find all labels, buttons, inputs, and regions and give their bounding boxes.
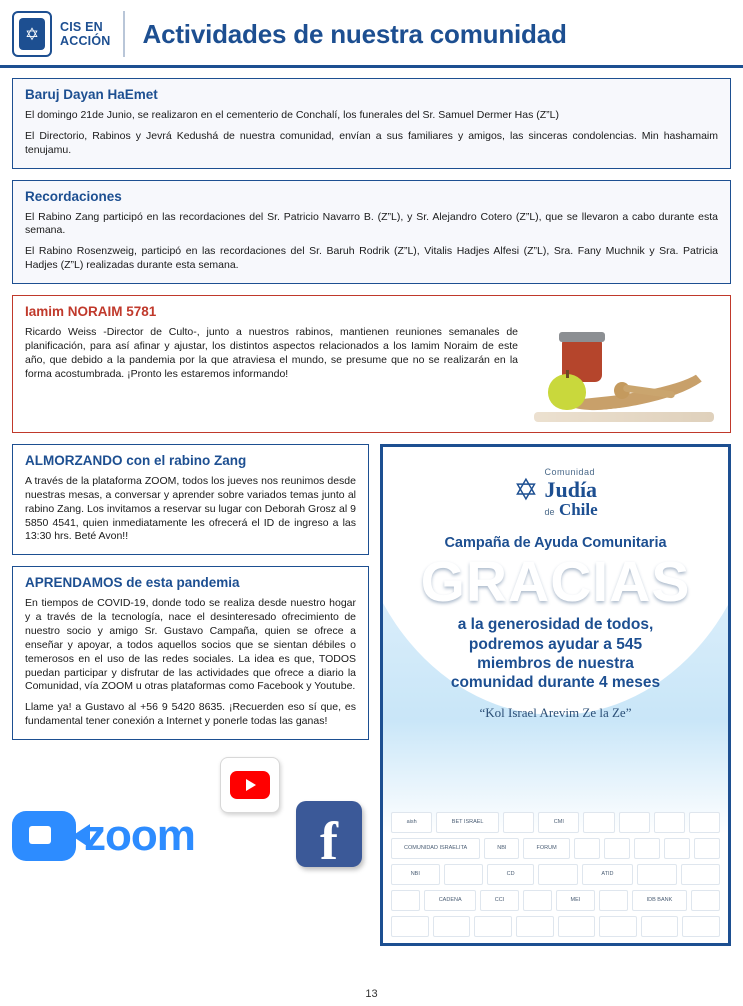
table-shadow [534,412,714,422]
youtube-logo[interactable] [220,757,280,813]
sponsor-logo [444,864,483,885]
sponsor-logo [516,916,554,937]
sponsor-logo: aish [391,812,432,833]
sponsor-logo: BET ISRAEL [436,812,499,833]
sponsor-logo: ATID [582,864,634,885]
star-of-david-icon: ✡ [513,474,539,508]
sponsor-logo [391,890,420,911]
sponsor-logo: CMI [538,812,579,833]
right-column [380,444,731,946]
section-paragraph: El domingo 21de Junio, se realizaron en el cementerio de Conchalí, los funerales del Sr. Samuel Dermer Has (Z”L) [25,109,560,121]
brand-line-1: CIS EN [60,20,103,34]
sponsor-logo [694,838,720,859]
poster-subtitle: Campaña de Ayuda Comunitaria [444,535,667,552]
page-title: Actividades de nuestra comunidad [142,18,567,49]
section-title: Recordaciones [25,188,122,204]
sponsor-logo: CADENA [424,890,476,911]
brand-line-2: ACCIÓN [60,34,111,48]
section-paragraph: El Rabino Zang participó en las recordaciones del Sr. Patricio Navarro B. (Z”L), y Sr. Alejandro Cotero (Z”L), que se llevaron a cabo durante esta semana. [25,210,718,237]
page-body [0,68,743,946]
sponsor-logo [391,916,429,937]
sponsor-logo [641,916,679,937]
campaign-poster [380,444,731,946]
sponsor-row [391,864,720,885]
section-almorzando [12,444,369,555]
poster-message [391,615,720,693]
zoom-wordmark: zoom [84,811,195,861]
poster-quote: “Kol Israel Arevim Ze la Ze” [479,704,632,720]
org-line-2: Judía [544,477,598,503]
sponsor-logo: NBI [484,838,519,859]
left-column [12,444,369,869]
video-camera-icon [12,811,76,861]
sponsor-logo [599,890,628,911]
section-recordaciones [12,180,731,284]
sponsor-logo: MEI [556,890,595,911]
org-line-1: Comunidad [544,467,595,478]
sponsor-logo: COMUNIDAD ISRAELITA [391,838,480,859]
org-line-4: Chile [558,500,598,520]
sponsor-logo [474,916,512,937]
brand-text [60,20,121,48]
facebook-logo[interactable]: f [296,801,362,867]
sponsor-logo: IDB BANK [632,890,687,911]
section-title: ALMORZANDO con el rabino Zang [25,453,247,469]
section-paragraph: El Rabino Rosenzweig, participó en las recordaciones del Sr. Baruh Rodrik (Z”L), Vitalis Hadjes Alfesi (Z”L), Sra. Fany Muchnik y Sra. Patricia Hadjes (Z”L) realizadas durante esta semana. [25,245,718,272]
sponsor-row [391,916,720,937]
sponsor-logo [619,812,650,833]
sponsor-row [391,890,720,911]
sponsor-logo [654,812,685,833]
section-title: Baruj Dayan HaEmet [25,87,158,102]
sponsor-logo: CD [487,864,534,885]
poster-message-line: podremos ayudar a 545 [468,635,643,653]
header-divider [123,11,125,57]
section-baruj-dayan-haemet [12,78,731,169]
sponsor-logo [637,864,676,885]
sponsor-logo: NBI [391,864,440,885]
sponsor-row [391,838,720,859]
poster-headline: GRACIAS [420,550,691,615]
sponsor-logo [503,812,534,833]
section-paragraph: Llame ya! a Gustavo al +56 9 5420 8635. ¡Recuerden eso sí que, es fundamental tener conexión a Internet y ponerle todas las ganas! [25,701,356,728]
sponsor-logo [681,864,720,885]
section-iamim-noraim [12,295,731,433]
apple-stem-icon [566,370,569,378]
sponsor-logo [599,916,637,937]
youtube-play-icon [230,771,270,799]
sponsor-logo [604,838,630,859]
sponsor-logo [664,838,690,859]
sponsor-logo: FORUM [523,838,569,859]
org-line-3: de [544,507,555,518]
sponsor-logo: CCI [480,890,519,911]
page-number: 13 [365,988,378,1000]
sponsor-logo [634,838,660,859]
section-paragraph: El Directorio, Rabinos y Jevrá Kedushá de nuestra comunidad, envían a sus familiares y amigos, las sinceras condolencias. Min hashamaim tenujamu. [25,129,718,156]
sponsor-logo [558,916,596,937]
poster-message-line: a la generosidad de todos, [457,616,654,634]
sponsor-logo [691,890,720,911]
sponsor-row [391,812,720,833]
section-paragraph: Ricardo Weiss -Director de Culto-, junto a nuestros rabinos, mantienen reuniones semanales de planificación, para así afinar y ajustar, los distintos aspectos relacionados a los Iamim Noraim de este año, que debido a la pandemia por la que atraviesa el mundo, se presume que no se realizarán en la forma acostumbrada. ¡Pronto les estaremos informando! [25,326,518,380]
two-column-area [12,444,731,946]
platform-logos [12,751,369,869]
jar-lid-icon [559,332,605,342]
apple-icon [548,374,586,410]
star-of-david-icon: ✡ [24,24,40,44]
logo-badge [19,18,45,50]
section-paragraph: En tiempos de COVID-19, donde todo se realiza desde nuestro hogar y a través de la tecnología, nace el desinteresado ofrecimiento de nuestro socio y amigo Sr. Gustavo Campaña, quien se ofrece a enseñar y apoyar, a todos aquellos socios que se sientan débiles o temerosos en el uso de las redes sociales. La idea es que, TODOS puedan participar y disfrutar de las actividades que ofrece a diario la Comunidad, vía ZOOM u otras plataformas como Facebook y Youtube. [25,597,356,693]
zoom-logo[interactable] [12,811,195,861]
section-aprendamos [12,566,369,740]
sponsor-logo [538,864,577,885]
shofar-honey-apple-image [528,330,718,422]
section-title: APRENDAMOS de esta pandemia [25,575,240,591]
sponsor-logo [433,916,471,937]
poster-org-logo [391,457,720,519]
section-title: Iamim NORAIM 5781 [25,304,157,320]
poster-message-line: miembros de nuestra [477,654,634,672]
cis-logo [12,11,52,57]
sponsor-logo [689,812,720,833]
sponsor-logo-grid [391,812,720,937]
poster-message-line: comunidad durante 4 meses [450,674,661,692]
sponsor-logo [682,916,720,937]
sponsor-logo [574,838,600,859]
sponsor-logo [583,812,614,833]
page-header [0,0,743,68]
sponsor-logo [523,890,552,911]
section-paragraph: A través de la plataforma ZOOM, todos los jueves nos reunimos desde nuestras mesas, a conversar y aprender sobre variados temas junto al rabino Zang. Los invitamos a reservar su lugar con Deborah Grosz al 9 5850 4541, quien inmediatamente les ofrecerá el ID de ingreso a las 13:30 hrs. Beté Avon!! [25,475,356,543]
